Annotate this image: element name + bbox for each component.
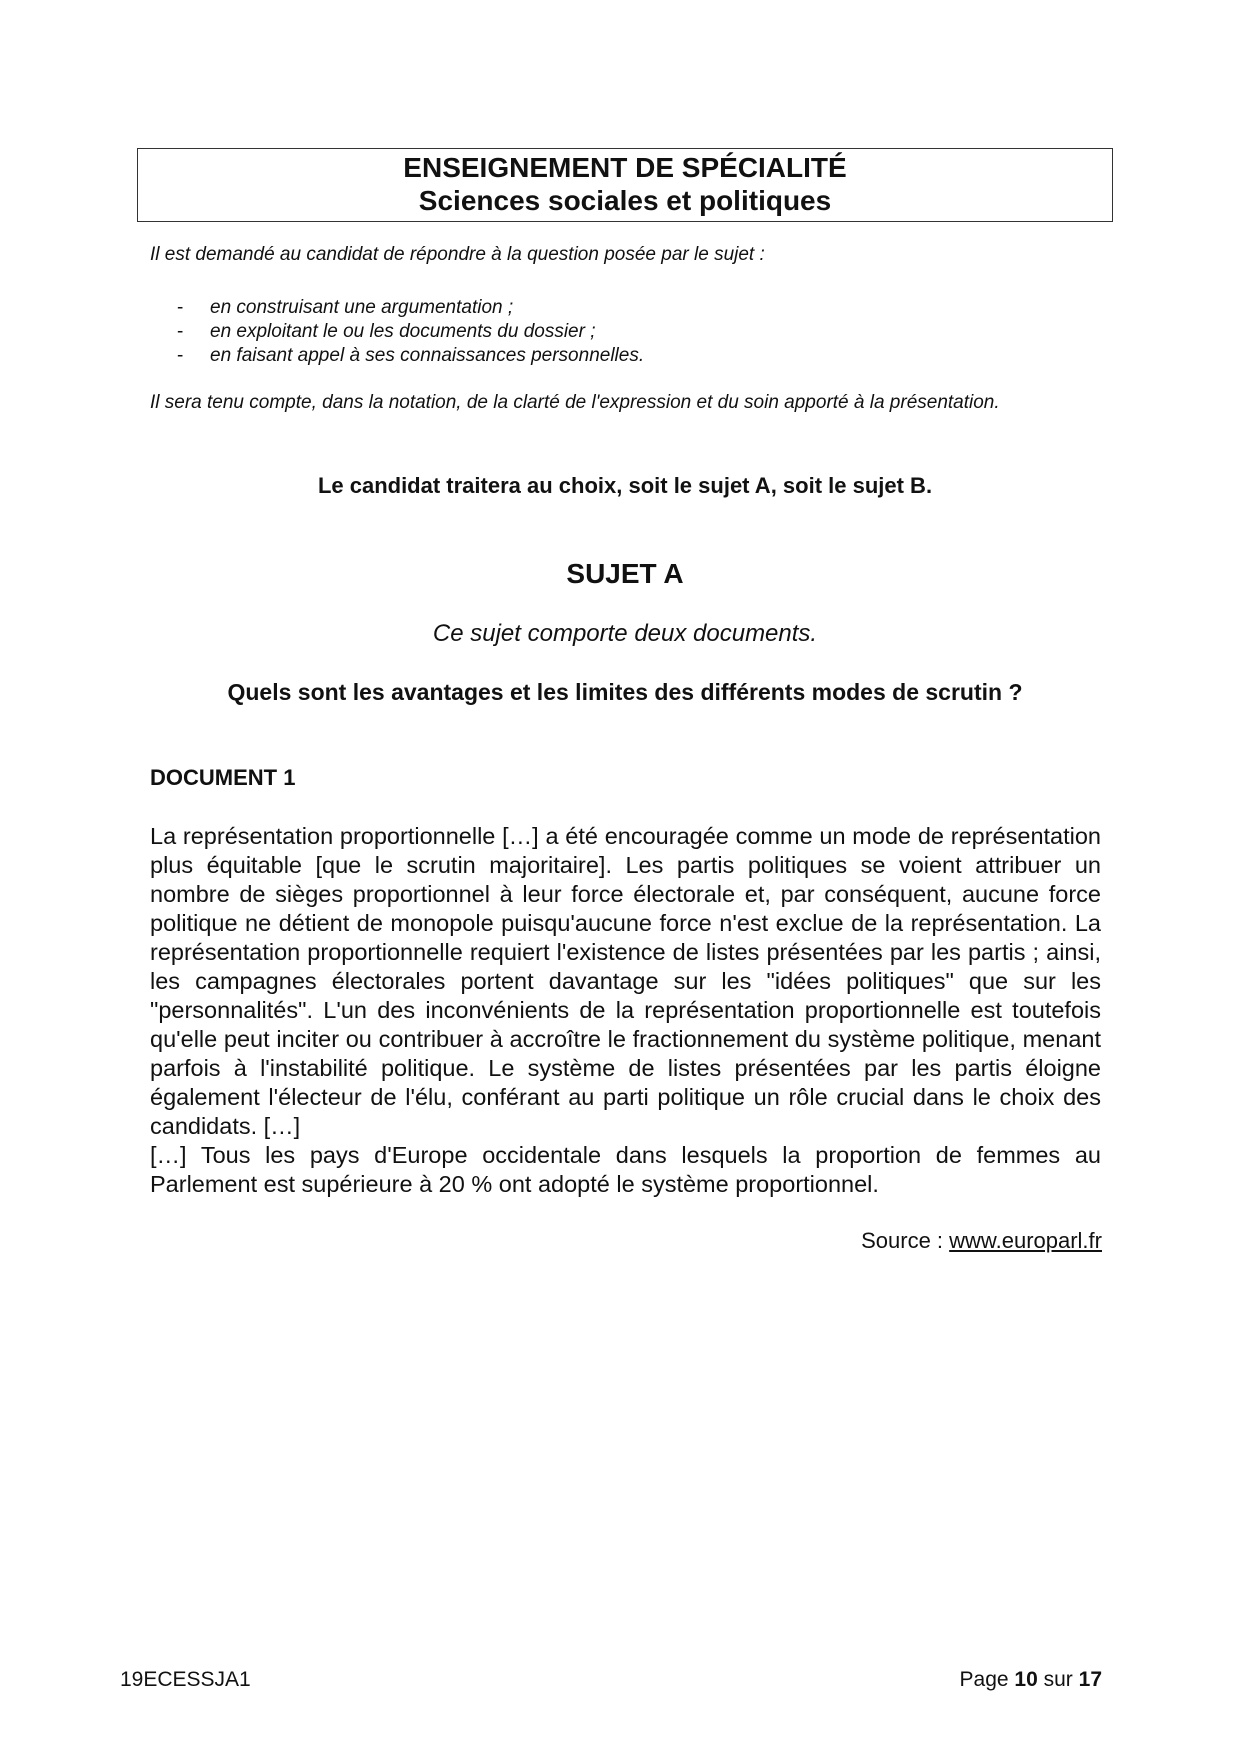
subject-question: Quels sont les avantages et les limites des différents modes de scrutin ? [227,679,1023,705]
page-sep: sur [1043,1668,1073,1691]
notation-text: Il sera tenu compte, dans la notation, de la clarté de l'expression et du soin apporté à la présentation. [150,392,1000,413]
instruction-item [150,344,1050,368]
bullet-dash: - [177,345,184,366]
document-source [861,1228,1102,1254]
bullet-dash: - [177,297,184,318]
page-current: 10 [1014,1668,1038,1691]
instructions-list [150,296,1050,368]
choice-instruction: Le candidat traitera au choix, soit le sujet A, soit le sujet B. [317,473,933,498]
document-body [150,822,1101,1199]
document-paragraph: […] Tous les pays d'Europe occidentale dans lesquels la proportion de femmes au Parlement est supérieure à 20 % ont adopté le système proportionnel. [150,1142,1101,1197]
footer-code: 19ECESSJA1 [120,1668,251,1691]
instruction-text: en faisant appel à ses connaissances personnelles. [210,345,645,366]
subject-title: SUJET A [566,558,684,589]
header-subtitle: Sciences sociales et politiques [418,185,832,216]
page-total: 17 [1078,1668,1102,1691]
instruction-text: en exploitant le ou les documents du dossier ; [210,321,596,342]
instruction-item [150,320,1050,344]
footer-page-number [960,1668,1102,1692]
subject-note: Ce sujet comporte deux documents. [432,620,818,647]
document-title: DOCUMENT 1 [150,765,296,790]
instruction-item [150,296,1050,320]
header-box [137,148,1113,222]
page-word: Page [959,1668,1009,1691]
source-label: Source : [861,1228,944,1253]
header-title: ENSEIGNEMENT DE SPÉCIALITÉ [403,152,847,183]
source-link[interactable]: www.europarl.fr [949,1228,1102,1253]
document-paragraph: La représentation proportionnelle […] a été encouragée comme un mode de représentation plus équitable [que le scrutin majoritaire]. Les partis politiques se voient attribuer un nombre de sièges proportionnel à leur force électorale et, par conséquent, aucune force politique ne détient de monopole puisqu'aucune force n'est exclue de la représentation. La représentation proportionnelle requiert l'existence de listes présentées par les partis ; ainsi, les campagnes électorales portent davantage sur les "idées politiques" que sur les "personnalités". L'un des inconvénients de la représentation proportionnelle est toutefois qu'elle peut inciter ou contribuer à accroître le fractionnement du système politique, menant parfois à l'instabilité politique. Le système de listes présentées par les partis éloigne également l'électeur de l'élu, conférant au parti politique un rôle crucial dans le choix des candidats. […] [150,823,1101,1139]
intro-text: Il est demandé au candidat de répondre à la question posée par le sujet : [150,244,765,265]
bullet-dash: - [177,321,184,342]
instruction-text: en construisant une argumentation ; [210,297,514,318]
